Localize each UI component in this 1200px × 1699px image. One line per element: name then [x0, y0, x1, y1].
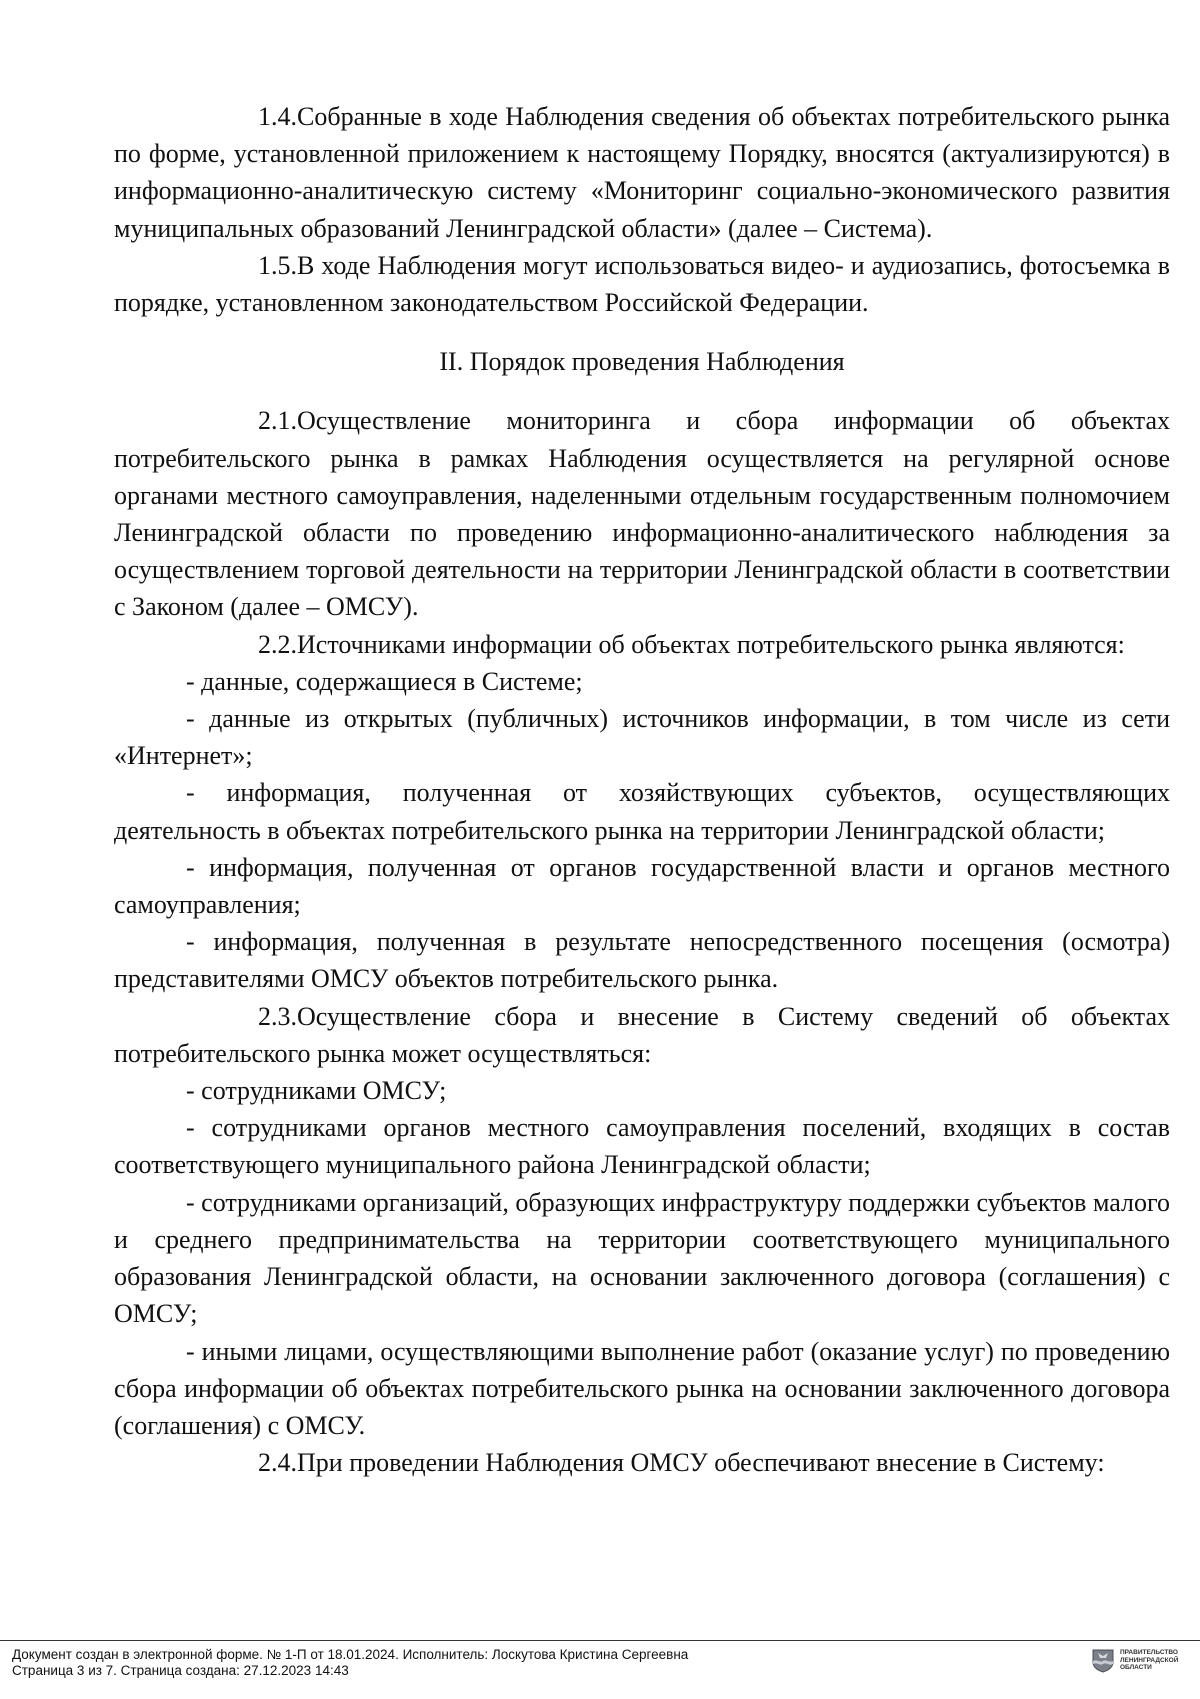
paragraph-number: 1.4. [258, 102, 297, 131]
list-item-source: - информация, полученная от хозяйствующих субъектов, осуществляющих деятельность в объектах потребительского рынка на территории Ленинградской области; [114, 778, 1170, 845]
footer-document-info: Документ создан в электронной форме. № 1-П от 18.01.2024. Исполнитель: Лоскутова Кристина Сергеевна [12, 1647, 689, 1662]
footer-info [12, 1647, 688, 1679]
paragraph-text: В ходе Наблюдения могут использоваться видео- и аудиозапись, фотосъемка в порядке, установленном законодательством Российской Федерации. [114, 250, 1170, 318]
document-body [114, 98, 1170, 1481]
paragraph-1-4 [114, 98, 1170, 247]
list-item-source: - информация, полученная в результате непосредственного посещения (осмотра) представителями ОМСУ объектов потребительского рынка. [114, 927, 1170, 994]
list-item-source: - информация, полученная от органов государственной власти и органов местного самоуправления; [114, 852, 1170, 920]
paragraph-number: 2.4. [258, 1448, 297, 1478]
list-item-collector: - сотрудниками органов местного самоуправления поселений, входящих в состав соответствующего муниципального района Ленинградской области; [114, 1113, 1170, 1180]
coat-of-arms-icon [1092, 1649, 1114, 1673]
paragraph-2-3 [114, 998, 1170, 1072]
paragraph-text: Осуществление сбора и внесение в Систему сведений об объектах потребительского рынка может осуществляться: [114, 1001, 1170, 1068]
paragraph-text: Осуществление мониторинга и сбора информации об объектах потребительского рынка в рамках Наблюдения осуществляется на регулярной основе органами местного самоуправления, наделенными отдельным государственным полномочием Ленинградской области по проведению информационно-аналитического наблюдения за осуществлением торговой деятельности на территории Ленинградской области в соответствии с Законом (далее – ОМСУ). [114, 406, 1170, 622]
list-item-source: - данные из открытых (публичных) источников информации, в том числе из сети «Интернет»; [114, 704, 1170, 771]
paragraph-number: 2.2. [258, 629, 297, 659]
paragraph-1-5 [114, 247, 1170, 321]
paragraph-number: 1.5. [258, 250, 297, 280]
paragraph-number: 2.1. [258, 406, 297, 436]
list-item-collector: - сотрудниками организаций, образующих инфраструктуру поддержки субъектов малого и среднего предпринимательства на территории соответствующего муниципального образования Ленинградской области, на основании заключенного договора (соглашения) с ОМСУ; [114, 1187, 1170, 1329]
paragraph-text: Источниками информации об объектах потребительского рынка являются: [297, 629, 1125, 659]
list-item-source: - данные, содержащиеся в Системе; [186, 666, 583, 696]
paragraph-2-2 [114, 626, 1170, 663]
section-heading: II. Порядок проведения Наблюдения [439, 347, 845, 377]
paragraph-text: При проведении Наблюдения ОМСУ обеспечивают внесение в Систему: [297, 1448, 1105, 1478]
list-item-collector: - сотрудниками ОМСУ; [186, 1076, 447, 1106]
page-footer [0, 1640, 1200, 1699]
government-logo [1092, 1649, 1186, 1673]
logo-label: ПРАВИТЕЛЬСТВО ЛЕНИНГРАДСКОЙ ОБЛАСТИ [1120, 1649, 1179, 1671]
paragraph-number: 2.3. [258, 1001, 297, 1031]
footer-page-info: Страница 3 из 7. Страница создана: 27.12.2023 14:43 [12, 1663, 349, 1678]
paragraph-text: Собранные в ходе Наблюдения сведения об объектах потребительского рынка по форме, установленной приложением к настоящему Порядку, вносятся (актуализируются) в информационно-аналитическую систему «Мониторинг социально-экономического развития муниципальных образований Ленинградской области» (далее – Система). [114, 102, 1170, 243]
list-item-collector: - иными лицами, осуществляющими выполнение работ (оказание услуг) по проведению сбора информации об объектах потребительского рынка на основании заключенного договора (соглашения) с ОМСУ. [114, 1336, 1170, 1440]
paragraph-2-4 [114, 1444, 1170, 1481]
paragraph-2-1 [114, 402, 1170, 625]
